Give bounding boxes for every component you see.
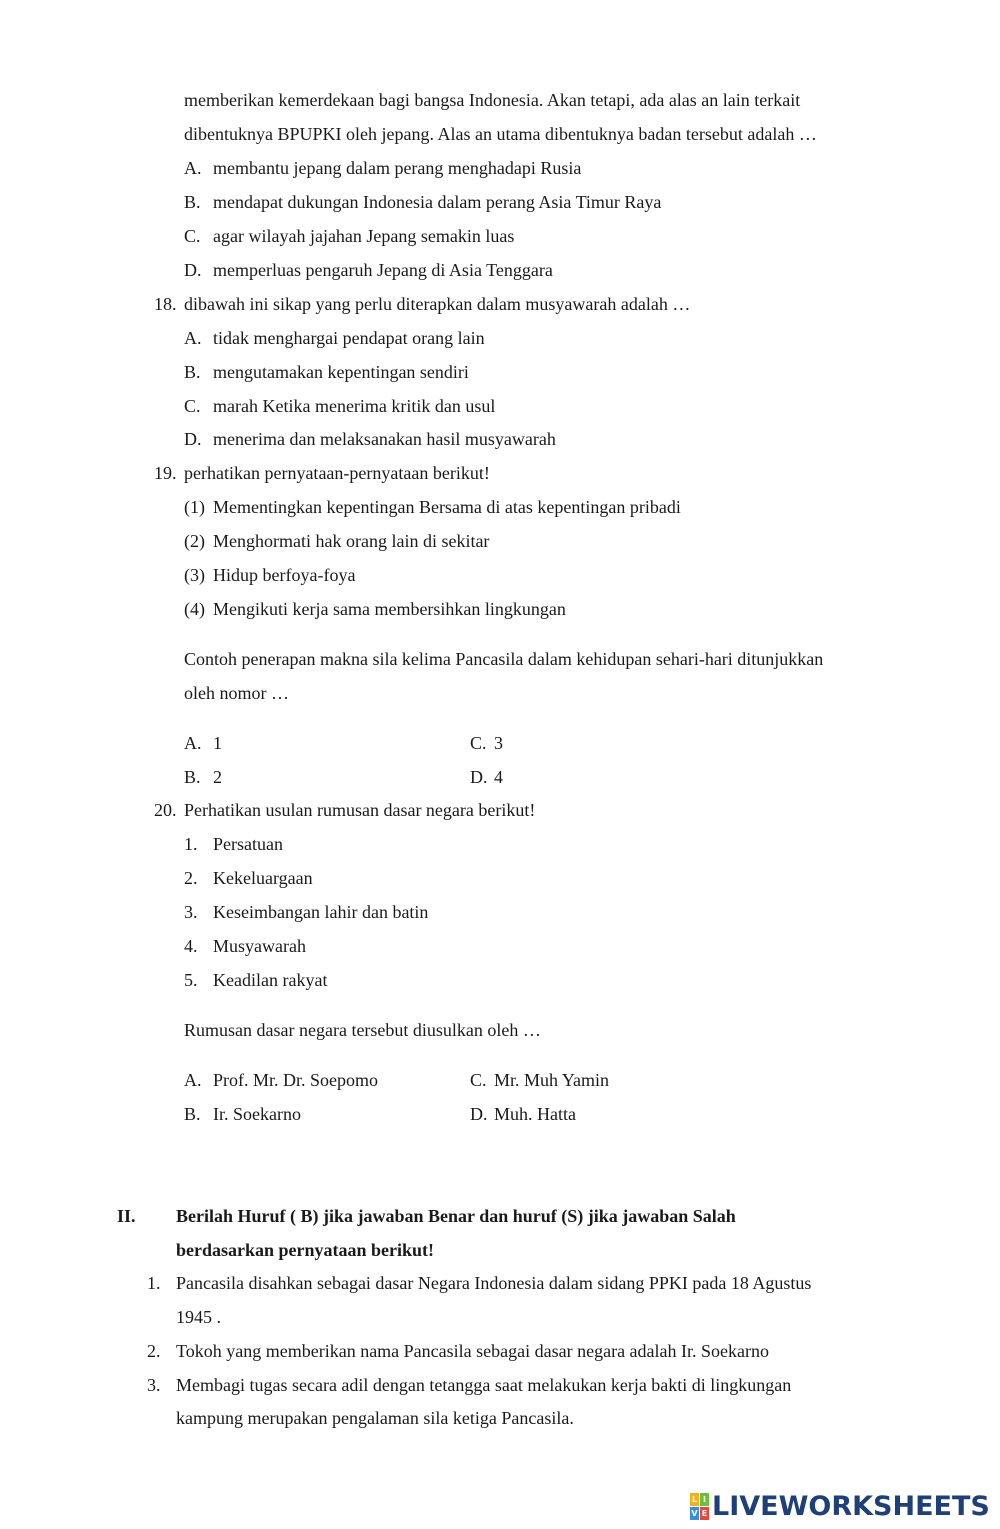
q19-question-line2: oleh nomor … <box>184 683 289 703</box>
q19-option-d-label: D. <box>470 767 488 787</box>
q20-item-2-label: 2. <box>184 868 198 888</box>
q18-option-d-text: menerima dan melaksanakan hasil musyawarah <box>213 429 556 449</box>
q17-option-c-text: agar wilayah jajahan Jepang semakin luas <box>213 226 515 246</box>
q19-option-d-text: 4 <box>494 767 503 787</box>
q20-item-4-text: Musyawarah <box>213 936 306 956</box>
live-icon <box>690 1493 709 1520</box>
section2-item-3-line2: kampung merupakan pengalaman sila ketiga Pancasila. <box>176 1408 574 1428</box>
q19-option-b-text: 2 <box>213 767 222 787</box>
section2-item-1-line2: 1945 . <box>176 1307 221 1327</box>
q17-option-a-text: membantu jepang dalam perang menghadapi Rusia <box>213 158 582 178</box>
q20-item-2-text: Kekeluargaan <box>213 868 313 888</box>
q19-statement-3-label: (3) <box>184 565 205 585</box>
q20-option-d-label: D. <box>470 1104 488 1124</box>
q19-option-b-label: B. <box>184 767 201 787</box>
q18-option-a-label: A. <box>184 328 202 348</box>
q20-question: Rumusan dasar negara tersebut diusulkan oleh … <box>184 1020 541 1040</box>
section2-item-2-label: 2. <box>147 1341 161 1361</box>
q17-stem-line2: dibentuknya BPUPKI oleh jepang. Alas an utama dibentuknya badan tersebut adalah … <box>184 124 817 144</box>
q20-item-4-label: 4. <box>184 936 198 956</box>
q20-item-1-label: 1. <box>184 834 198 854</box>
section2-item-1-label: 1. <box>147 1273 161 1293</box>
q18-option-a-text: tidak menghargai pendapat orang lain <box>213 328 485 348</box>
q19-option-a-label: A. <box>184 733 202 753</box>
q20-option-a-label: A. <box>184 1070 202 1090</box>
logo-letter-l: L <box>691 1494 698 1504</box>
section2-item-3-line1: Membagi tugas secara adil dengan tetangga saat melakukan kerja bakti di lingkungan <box>176 1375 792 1395</box>
q20-item-1-text: Persatuan <box>213 834 283 854</box>
q20-option-c-text: Mr. Muh Yamin <box>494 1070 610 1090</box>
q19-number: 19. <box>154 463 177 483</box>
section2-item-3-label: 3. <box>147 1375 161 1395</box>
q20-item-3-text: Keseimbangan lahir dan batin <box>213 902 429 922</box>
q20-option-d-text: Muh. Hatta <box>494 1104 576 1124</box>
q19-statement-1-label: (1) <box>184 497 205 517</box>
q18-option-c-label: C. <box>184 396 201 416</box>
q17-option-c-label: C. <box>184 226 201 246</box>
q18-stem: dibawah ini sikap yang perlu diterapkan dalam musyawarah adalah … <box>184 294 691 314</box>
q20-item-3-label: 3. <box>184 902 198 922</box>
q18-option-b-text: mengutamakan kepentingan sendiri <box>213 362 469 382</box>
q19-statement-1-text: Mementingkan kepentingan Bersama di atas kepentingan pribadi <box>213 497 681 517</box>
logo-letter-e: E <box>701 1508 708 1518</box>
q20-number: 20. <box>154 800 177 820</box>
section2-title-line1: Berilah Huruf ( B) jika jawaban Benar dan huruf (S) jika jawaban Salah <box>176 1206 736 1226</box>
q19-option-c-label: C. <box>470 733 487 753</box>
q19-question-line1: Contoh penerapan makna sila kelima Pancasila dalam kehidupan sehari-hari ditunjukkan <box>184 649 824 669</box>
q18-option-b-label: B. <box>184 362 201 382</box>
q20-item-5-label: 5. <box>184 970 198 990</box>
q17-stem-line1: memberikan kemerdekaan bagi bangsa Indonesia. Akan tetapi, ada alas an lain terkait <box>184 90 801 110</box>
q18-number: 18. <box>154 294 177 314</box>
q17-option-d-text: memperluas pengaruh Jepang di Asia Tenggara <box>213 260 553 280</box>
q20-option-b-text: Ir. Soekarno <box>213 1104 301 1124</box>
q19-statement-4-text: Mengikuti kerja sama membersihkan lingkungan <box>213 599 566 619</box>
q20-stem: Perhatikan usulan rumusan dasar negara berikut! <box>184 800 536 820</box>
q19-statement-4-label: (4) <box>184 599 205 619</box>
liveworksheets-logo <box>690 1488 990 1524</box>
q17-option-b-label: B. <box>184 192 201 212</box>
logo-letter-v: V <box>691 1508 698 1518</box>
q19-statement-3-text: Hidup berfoya-foya <box>213 565 356 585</box>
section2-item-2-line1: Tokoh yang memberikan nama Pancasila sebagai dasar negara adalah Ir. Soekarno <box>176 1341 770 1361</box>
q19-option-a-text: 1 <box>213 733 222 753</box>
section2-numeral: II. <box>117 1206 136 1226</box>
q20-item-5-text: Keadilan rakyat <box>213 970 328 990</box>
q19-statement-2-label: (2) <box>184 531 205 551</box>
q20-option-c-label: C. <box>470 1070 487 1090</box>
q17-option-a-label: A. <box>184 158 202 178</box>
q19-stem: perhatikan pernyataan-pernyataan berikut! <box>184 463 490 483</box>
section2-title-line2: berdasarkan pernyataan berikut! <box>176 1240 435 1260</box>
q18-option-d-label: D. <box>184 429 202 449</box>
section2-item-1-line1: Pancasila disahkan sebagai dasar Negara Indonesia dalam sidang PPKI pada 18 Agustus <box>176 1273 812 1293</box>
q17-option-b-text: mendapat dukungan Indonesia dalam perang Asia Timur Raya <box>213 192 662 212</box>
q19-statement-2-text: Menghormati hak orang lain di sekitar <box>213 531 490 551</box>
q19-option-c-text: 3 <box>494 733 503 753</box>
q17-option-d-label: D. <box>184 260 202 280</box>
logo-letter-i: I <box>700 1493 709 1506</box>
logo-wordmark: LIVEWORKSHEETS <box>712 1490 990 1522</box>
q18-option-c-text: marah Ketika menerima kritik dan usul <box>213 396 496 416</box>
q20-option-a-text: Prof. Mr. Dr. Soepomo <box>213 1070 379 1090</box>
q20-option-b-label: B. <box>184 1104 201 1124</box>
